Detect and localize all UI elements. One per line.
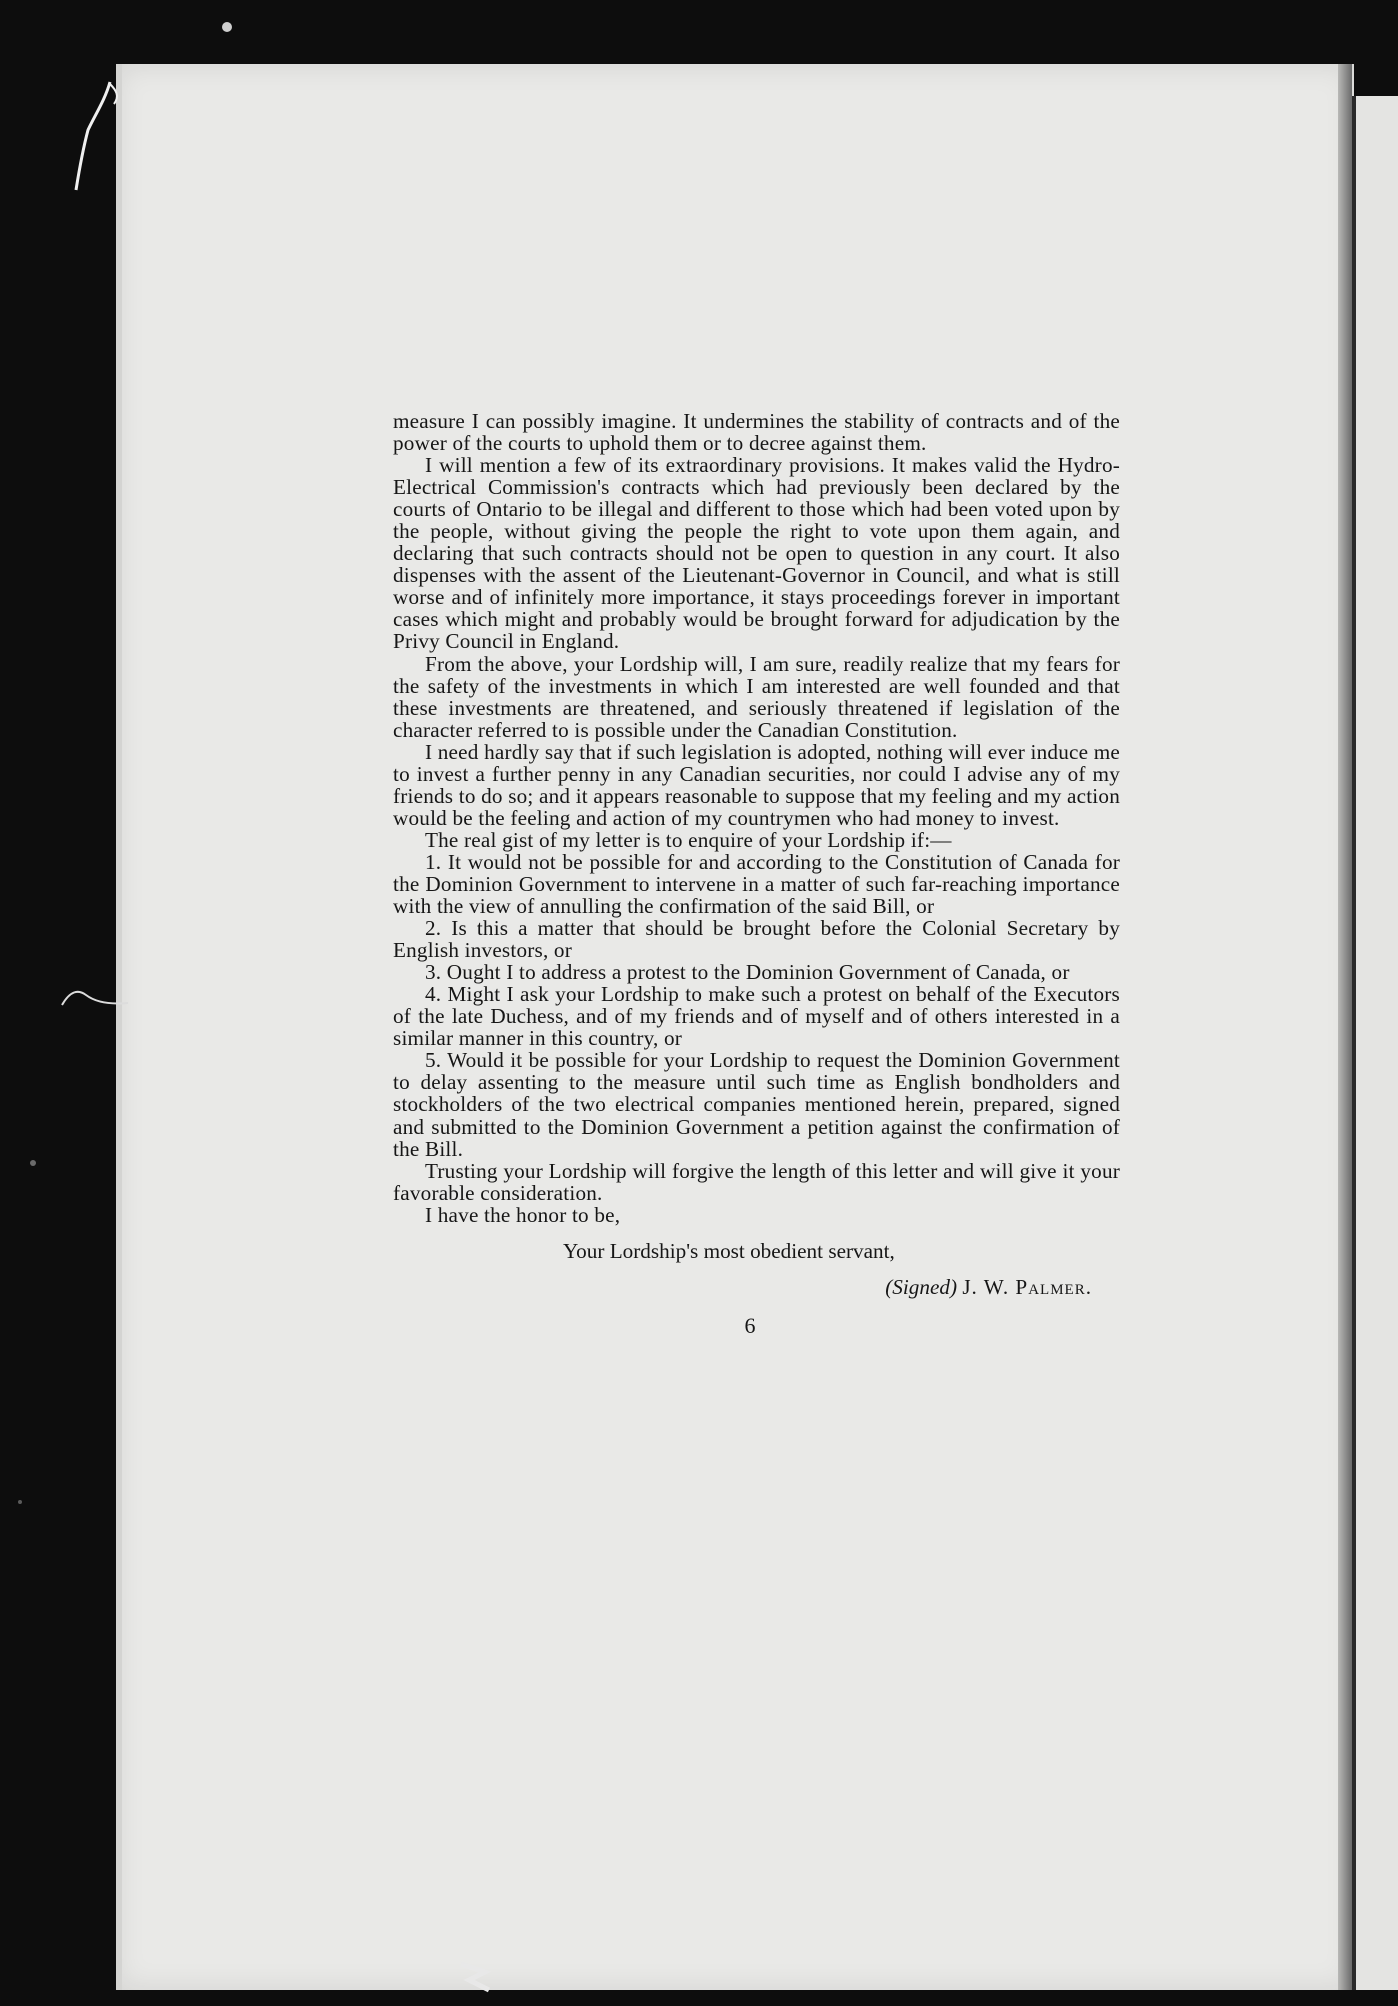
page-gutter-shadow (1338, 64, 1352, 1990)
scan-speck (222, 22, 232, 32)
numbered-question: 5. Would it be possible for your Lordship to request the Dominion Government to delay assenting to the measure until such time as English bondholders and stockholders of the two electrical companies mentioned herein, prepared, signed and submitted to the Dominion Government a petition against the confirmation of the Bill. (393, 1048, 1120, 1161)
scan-speck (30, 1160, 36, 1166)
page-binding-edge (116, 64, 122, 1990)
letter-closing: Your Lordship's most obedient servant, (563, 1239, 895, 1263)
letter-signature (393, 1276, 1120, 1298)
body-paragraph: I will mention a few of its extraordinary provisions. It makes valid the Hydro-Electrical Commission's contracts which had previously been declared by the courts of Ontario to be illegal and different to those which had been voted upon by the people, without giving the people the right to vote upon them again, and declaring that such contracts should not be open to question in any court. It also dispenses with the assent of the Lieutenant-Governor in Council, and what is still worse and of infinitely more importance, it stays proceedings forever in important cases which might and probably would be brought forward for adjudication by the Privy Council in England. (393, 453, 1120, 654)
letter-body (393, 410, 1120, 1226)
body-paragraph: I have the honor to be, (425, 1202, 621, 1227)
numbered-question: 3. Ought I to address a protest to the Dominion Government of Canada, or (425, 960, 1070, 985)
scan-clip-mark (455, 1958, 495, 1998)
page-number: 6 (744, 1313, 756, 1338)
adjacent-page-edge (1352, 96, 1398, 1990)
numbered-question: 4. Might I ask your Lordship to make such a protest on behalf of the Executors of the late Duchess, and of my friends and of myself and of others interested in a similar manner in this country, or (393, 982, 1120, 1051)
scan-speck (18, 1500, 22, 1504)
adjacent-page-rule (1352, 96, 1356, 1990)
body-paragraph: I need hardly say that if such legislation is adopted, nothing will ever induce me to invest a further penny in any Canadian securities, nor could I advise any of my friends to do so; and it appears reasonable to suppose that my feeling and my action would be the feeling and action of my countrymen who had money to invest. (393, 739, 1120, 830)
body-paragraph: From the above, your Lordship will, I am sure, readily realize that my fears for the safety of the investments in which I am interested are well founded and that these investments are threatened, and seriously threatened if legislation of the character referred to is possible under the Canadian Constitution. (393, 651, 1120, 742)
signature-name: J. W. Palmer. (962, 1275, 1092, 1299)
signature-prefix: (Signed) (885, 1275, 958, 1299)
margin-ink-mark (70, 70, 130, 200)
body-paragraph: The real gist of my letter is to enquire of your Lordship if:— (425, 827, 952, 852)
margin-ink-mark (60, 985, 130, 1015)
numbered-question: 2. Is this a matter that should be brought before the Colonial Secretary by English investors, or (393, 916, 1120, 963)
numbered-question: 1. It would not be possible for and according to the Constitution of Canada for the Dominion Government to intervene in a matter of such far-reaching importance with the view of annulling the confirmation of the said Bill, or (393, 849, 1120, 919)
body-paragraph: Trusting your Lordship will forgive the length of this letter and will give it your favorable consideration. (393, 1158, 1120, 1205)
body-paragraph: measure I can possibly imagine. It undermines the stability of contracts and of the power of the courts to uphold them or to decree against them. (393, 409, 1120, 456)
